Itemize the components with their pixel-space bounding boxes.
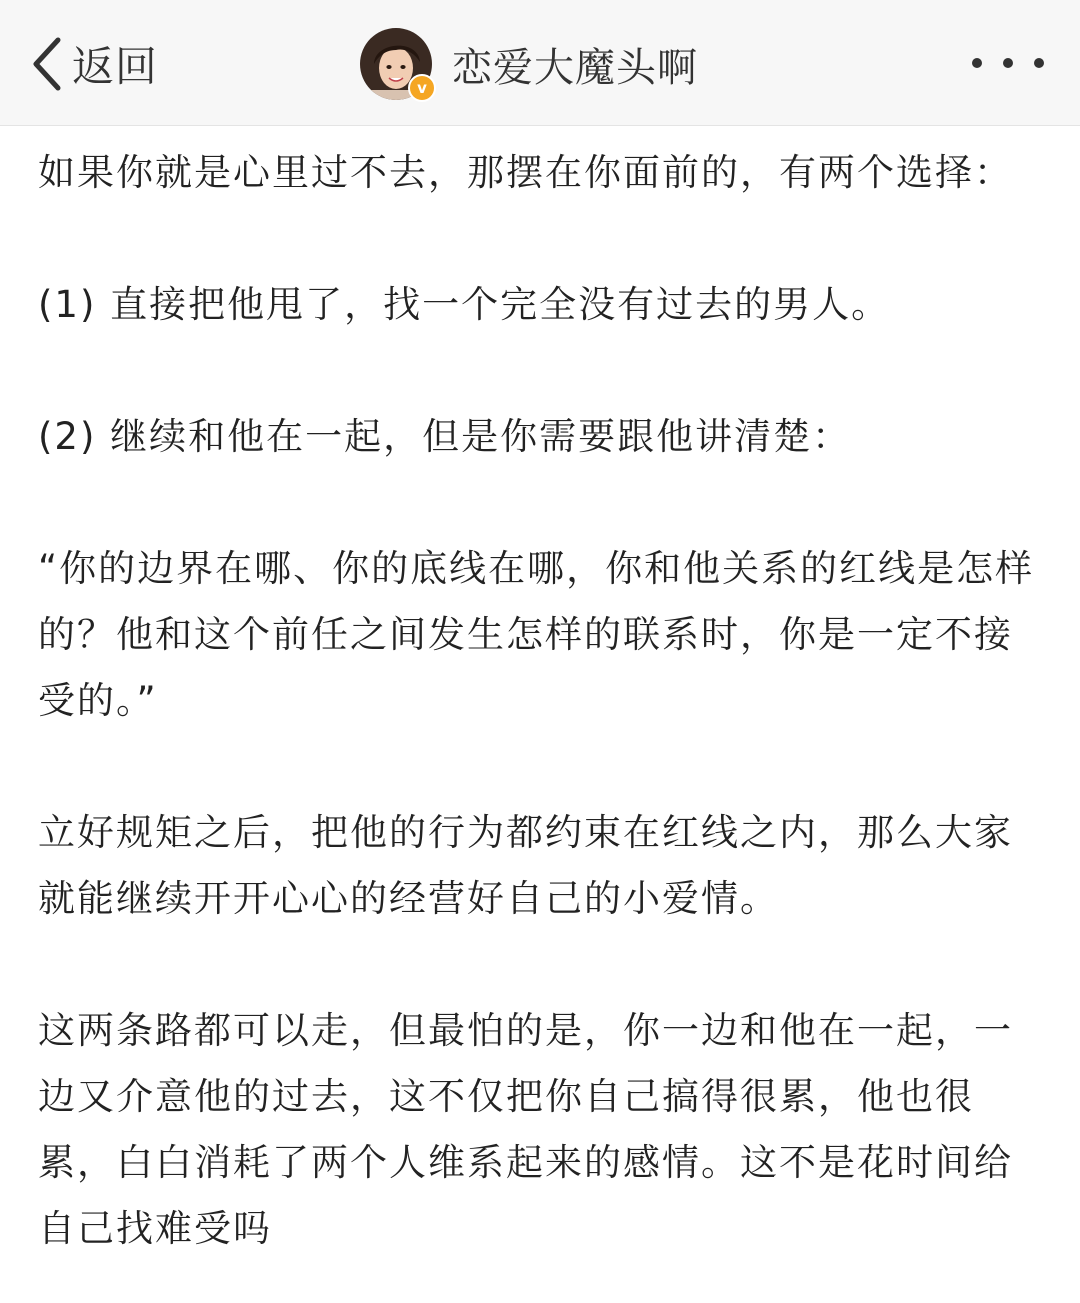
verified-badge-icon: v [408, 74, 436, 102]
more-dot-icon [1034, 58, 1044, 68]
back-button[interactable] [30, 34, 158, 94]
more-options-button[interactable] [972, 50, 1044, 76]
post-paragraph: (2) 继续和他在一起，但是你需要跟他讲清楚： [38, 415, 852, 458]
post-paragraph: 如果你就是心里过不去，那摆在你面前的，有两个选择： [38, 151, 1013, 194]
post-paragraph: “你的边界在哪、你的底线在哪，你和他关系的红线是怎样的？他和这个前任之间发生怎样的联系时，你是一定不接受的。” [38, 547, 1035, 722]
post-body [38, 140, 1042, 1262]
author-name[interactable]: 恋爱大魔头啊 [452, 44, 698, 91]
more-dot-icon [972, 58, 982, 68]
post-paragraph: 这两条路都可以走，但最怕的是，你一边和他在一起，一边又介意他的过去，这不仅把你自己搞得很累，他也很累，白白消耗了两个人维系起来的感情。这不是花时间给自己找难受吗 [38, 1009, 1013, 1250]
more-dot-icon [1003, 58, 1013, 68]
post-paragraph: (1) 直接把他甩了，找一个完全没有过去的男人。 [38, 283, 891, 326]
avatar[interactable] [360, 28, 432, 100]
top-nav-bar [0, 0, 1080, 126]
author-profile[interactable] [360, 28, 698, 100]
back-label: 返回 [72, 42, 159, 91]
post-paragraph: 立好规矩之后，把他的行为都约束在红线之内，那么大家就能继续开开心心的经营好自己的小爱情。 [38, 811, 1013, 920]
chevron-left-icon [30, 34, 64, 94]
